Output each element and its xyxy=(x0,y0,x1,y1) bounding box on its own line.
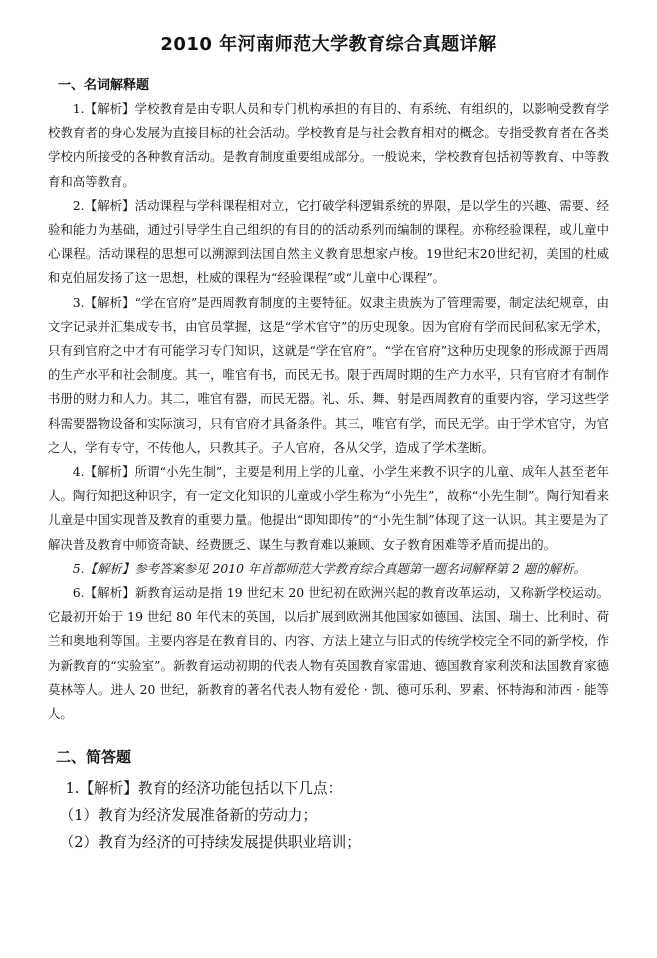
answer-lead xyxy=(48,775,609,802)
answer-tag: 【解析】 xyxy=(79,780,138,798)
page-title: 2010 年河南师范大学教育综合真题详解 xyxy=(160,34,497,55)
entry-text: 参考答案参见 2010 年首都师范大学教育综合真题第一题名词解释第 2 题的解析。 xyxy=(134,560,586,576)
answer-list xyxy=(48,775,609,856)
entry-5 xyxy=(48,557,609,581)
entry-tag: 【解析】 xyxy=(84,294,135,310)
entry-6 xyxy=(48,581,609,726)
entry-text: “学在官府”是西周教育制度的主要特征。奴隶主贵族为了管理需要，制定法纪规章，由文字记录并汇集成专书，由官员掌握，这是“学术官守”的历史现象。因为官府有学而民间私家无学术，只有到官府之中才有可能学习专门知识，这就是“学在官府”。“学在官府”这种历史现象的形成源于西周的生产水平和社会制度。其一，唯官有书，而民无书。限于西周时期的生产力水平，只有官府才有制作书册的财力和人力。其二，唯官有器，而民无器。礼、乐、舞、射是西周教育的重要内容，学习这些学科需要器物设备和实际演习，只有官府才具备条件。其三，唯官有学，而民无学。由于学术官守，为官之人，学有专守，不传他人，只教其子。子人官府，各从父学，造成了学术垄断。 xyxy=(48,294,610,455)
entry-text: 所谓“小先生制”，主要是利用上学的儿童、小学生来教不识字的儿童、成年人甚至老年人。陶行知把这种识字，有一定文化知识的儿童或小学生称为“小先生”，故称“小先生制”。陶行知看来儿童是中国实现普及教育的重要力量。他提出“即知即传”的“小先生制”体现了这一认识。其主要是为了解决普及教育中师资奇缺、经费匮乏、谋生与教育难以兼顾、女子教育困难等矛盾而提出的。 xyxy=(48,464,610,552)
entry-tag: 【解析】 xyxy=(84,560,135,576)
section-heading: 一、名词解释题 xyxy=(58,78,150,93)
section-short-answer xyxy=(48,746,609,856)
entry-number: 1. xyxy=(72,101,85,116)
entry-list xyxy=(48,97,609,726)
section-heading: 二、简答题 xyxy=(56,748,132,767)
entry-tag: 【解析】 xyxy=(84,464,135,480)
answer-item-1: （1）教育为经济发展准备新的劳动力； xyxy=(59,807,318,825)
entry-number: 6. xyxy=(72,585,85,601)
entry-tag: 【解析】 xyxy=(84,101,135,116)
entry-number: 2. xyxy=(72,197,85,213)
answer-item-2: （2）教育为经济的可持续发展提供职业培训； xyxy=(59,834,361,852)
entry-text: 活动课程与学科课程相对立，它打破学科逻辑系统的界限，是以学生的兴趣、需要、经验和能力为基础，通过引导学生自己组织的有目的的活动系列而编制的课程。亦称经验课程，或儿童中心课程。活动课程的思想可以溯源到法国自然主义教育思想家卢梭。19世纪末20世纪初，美国的杜威和克伯屈发扬了这一思想，杜威的课程为“经验课程”或“儿童中心课程”。 xyxy=(48,197,610,286)
entry-tag: 【解析】 xyxy=(84,197,135,213)
entry-1 xyxy=(48,97,609,194)
entry-number: 5. xyxy=(72,560,85,576)
answer-number: 1. xyxy=(65,780,80,798)
entry-3 xyxy=(48,291,609,460)
entry-number: 3. xyxy=(72,294,85,310)
entry-text: 新教育运动是指 19 世纪末 20 世纪初在欧洲兴起的教育改革运动，又称新学校运动。它最初开始于 19 世纪 80 年代末的英国，以后扩展到欧洲其他国家如德国、法国、瑞士、比利时、荷兰和奥地利等国。主要内容是在教育目的、内容、方法上建立与旧式的传统学校完全不同的新学校，作为新教育的“实验室”。新教育运动初期的代表人物有英国教育家雷迪、德国教育家利茨和法国教育家德莫林等人。进人 20 世纪，新教育的著名代表人物有爱伦 · 凯、德可乐利、罗素、怀特海和沛西 · 能等人。 xyxy=(48,585,609,722)
entry-2 xyxy=(48,194,609,291)
entry-number: 4. xyxy=(72,464,85,480)
entry-4 xyxy=(48,460,609,557)
entry-text: 学校教育是由专职人员和专门机构承担的有目的、有系统、有组织的，以影响受教育学校教育者的身心发展为直接目标的社会活动。学校教育是与社会教育相对的概念。专指受教育者在各类学校内所接受的各种教育活动。是教育制度重要组成部分。一般说来，学校教育包括初等教育、中等教育和高等教育。 xyxy=(48,101,610,189)
section-glossary xyxy=(48,74,609,726)
entry-tag: 【解析】 xyxy=(84,585,135,601)
answer-text: 教育的经济功能包括以下几点： xyxy=(137,780,343,798)
